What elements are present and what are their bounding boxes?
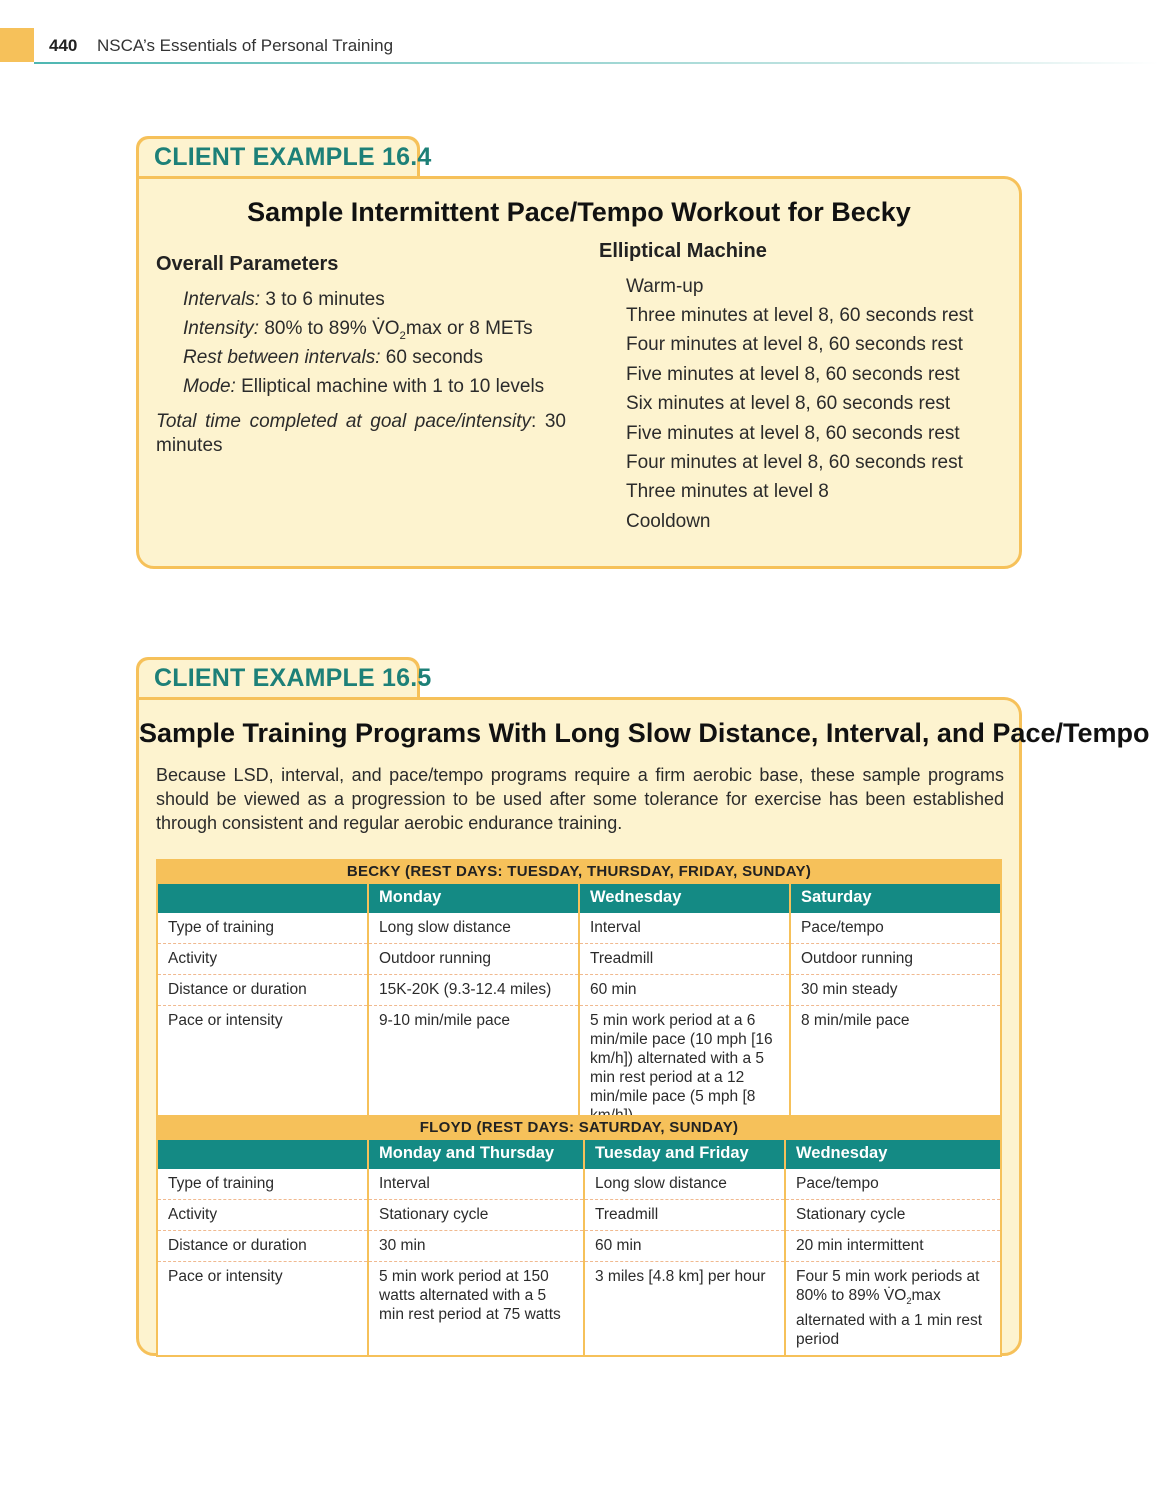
row-label: Type of training xyxy=(157,1169,368,1200)
table-cell: Long slow distance xyxy=(368,913,579,944)
step-item: Four minutes at level 8, 60 seconds rest xyxy=(626,334,963,355)
param-mode: Mode: Elliptical machine with 1 to 10 levels xyxy=(183,376,545,397)
table-cell: Stationary cycle xyxy=(785,1200,1001,1231)
table-cell: 15K-20K (9.3-12.4 miles) xyxy=(368,975,579,1006)
column-header: Monday xyxy=(368,884,579,913)
table-cell: Outdoor running xyxy=(790,944,1001,975)
table-cell: Long slow distance xyxy=(584,1169,785,1200)
table-cell: 60 min xyxy=(584,1231,785,1262)
table-cell: Interval xyxy=(579,913,790,944)
header-rule xyxy=(34,62,1159,64)
table-row xyxy=(157,944,1001,975)
step-item: Three minutes at level 8 xyxy=(626,481,829,502)
table-cell: 3 miles [4.8 km] per hour xyxy=(584,1262,785,1357)
table-cell: Treadmill xyxy=(584,1200,785,1231)
table-cell: Four 5 min work periods at 80% to 89% $V̇O_2\max$ alternated with a 1 min rest period xyxy=(785,1262,1001,1357)
client-example-16-5-label: CLIENT EXAMPLE 16.5 xyxy=(154,664,432,692)
param-rest: Rest between intervals: 60 seconds xyxy=(183,347,483,368)
table-cell: 30 min steady xyxy=(790,975,1001,1006)
becky-table xyxy=(156,859,1002,1133)
client-example-16-4-label: CLIENT EXAMPLE 16.4 xyxy=(154,143,432,171)
book-title: NSCA’s Essentials of Personal Training xyxy=(97,36,394,55)
column-header: Monday and Thursday xyxy=(368,1140,584,1169)
step-item: Warm-up xyxy=(626,276,704,297)
example-16-4-title: Sample Intermittent Pace/Tempo Workout for Becky xyxy=(247,197,911,227)
table-cell: Outdoor running xyxy=(368,944,579,975)
example-16-5-title: Sample Training Programs With Long Slow Distance, Interval, and Pace/Tempo xyxy=(139,718,1150,748)
client-example-16-4-box xyxy=(136,176,1022,569)
header-color-tab xyxy=(0,28,34,62)
column-header: Tuesday and Friday xyxy=(584,1140,785,1169)
table-cell: Treadmill xyxy=(579,944,790,975)
table-cell: 60 min xyxy=(579,975,790,1006)
table-cell: Pace/tempo xyxy=(785,1169,1001,1200)
row-label: Activity xyxy=(157,944,368,975)
table-cell: 5 min work period at 150 watts alternated with a 5 min rest period at 75 watts xyxy=(368,1262,584,1357)
floyd-band: FLOYD (REST DAYS: SATURDAY, SUNDAY) xyxy=(157,1115,1001,1140)
client-example-16-5-box xyxy=(136,697,1150,1356)
elliptical-machine-heading: Elliptical Machine xyxy=(599,240,767,262)
step-item: Three minutes at level 8, 60 seconds rest xyxy=(626,305,974,326)
table-cell: Interval xyxy=(368,1169,584,1200)
table-row xyxy=(157,1262,1001,1357)
page-number: 440 xyxy=(49,36,78,55)
row-label: Activity xyxy=(157,1200,368,1231)
table-row xyxy=(157,913,1001,944)
row-label: Pace or intensity xyxy=(157,1262,368,1357)
table-row xyxy=(157,975,1001,1006)
column-header: Saturday xyxy=(790,884,1001,913)
step-item: Cooldown xyxy=(626,511,711,532)
step-item: Five minutes at level 8, 60 seconds rest xyxy=(626,423,960,444)
step-item: Six minutes at level 8, 60 seconds rest xyxy=(626,393,951,414)
table-cell: Pace/tempo xyxy=(790,913,1001,944)
param-intensity: Intensity: 80% to 89% $V̇O_2\max$ or 8 METs xyxy=(183,318,533,342)
column-header: Wednesday xyxy=(579,884,790,913)
column-header: Wednesday xyxy=(785,1140,1001,1169)
table-cell: 30 min xyxy=(368,1231,584,1262)
becky-band: BECKY (REST DAYS: TUESDAY, THURSDAY, FRIDAY, SUNDAY) xyxy=(157,859,1001,884)
table-cell: Stationary cycle xyxy=(368,1200,584,1231)
step-item: Four minutes at level 8, 60 seconds rest xyxy=(626,452,963,473)
param-intervals: Intervals: 3 to 6 minutes xyxy=(183,289,385,310)
overall-parameters-heading: Overall Parameters xyxy=(156,253,339,275)
step-item: Five minutes at level 8, 60 seconds rest xyxy=(626,364,960,385)
table-cell: 8 min/mile pace xyxy=(790,1006,1001,1133)
table-cell: 5 min work period at a 6 min/mile pace (10 mph [16 km/h]) alternated with a 5 min rest period at a 12 min/mile pace (5 mph [8 xyxy=(579,1006,790,1133)
table-row xyxy=(157,1231,1001,1262)
row-label: Distance or duration xyxy=(157,1231,368,1262)
total-time: Total time completed at goal pace/intensity: 30 minutes xyxy=(156,411,566,456)
floyd-table xyxy=(156,1115,1002,1357)
table-cell: 20 min intermittent xyxy=(785,1231,1001,1262)
row-label: Distance or duration xyxy=(157,975,368,1006)
table-cell: 9-10 min/mile pace xyxy=(368,1006,579,1133)
table-row xyxy=(157,1006,1001,1133)
table-row xyxy=(157,1169,1001,1200)
column-header xyxy=(157,884,368,913)
page-header xyxy=(0,28,1159,64)
intro-paragraph: Because LSD, interval, and pace/tempo programs require a firm aerobic base, these sample programs should be viewed as a progression to be used after some tolerance for exercise has been established through consistent and regular aerobic endurance training. xyxy=(156,765,1004,833)
column-header xyxy=(157,1140,368,1169)
row-label: Type of training xyxy=(157,913,368,944)
row-label: Pace or intensity xyxy=(157,1006,368,1133)
table-row xyxy=(157,1200,1001,1231)
